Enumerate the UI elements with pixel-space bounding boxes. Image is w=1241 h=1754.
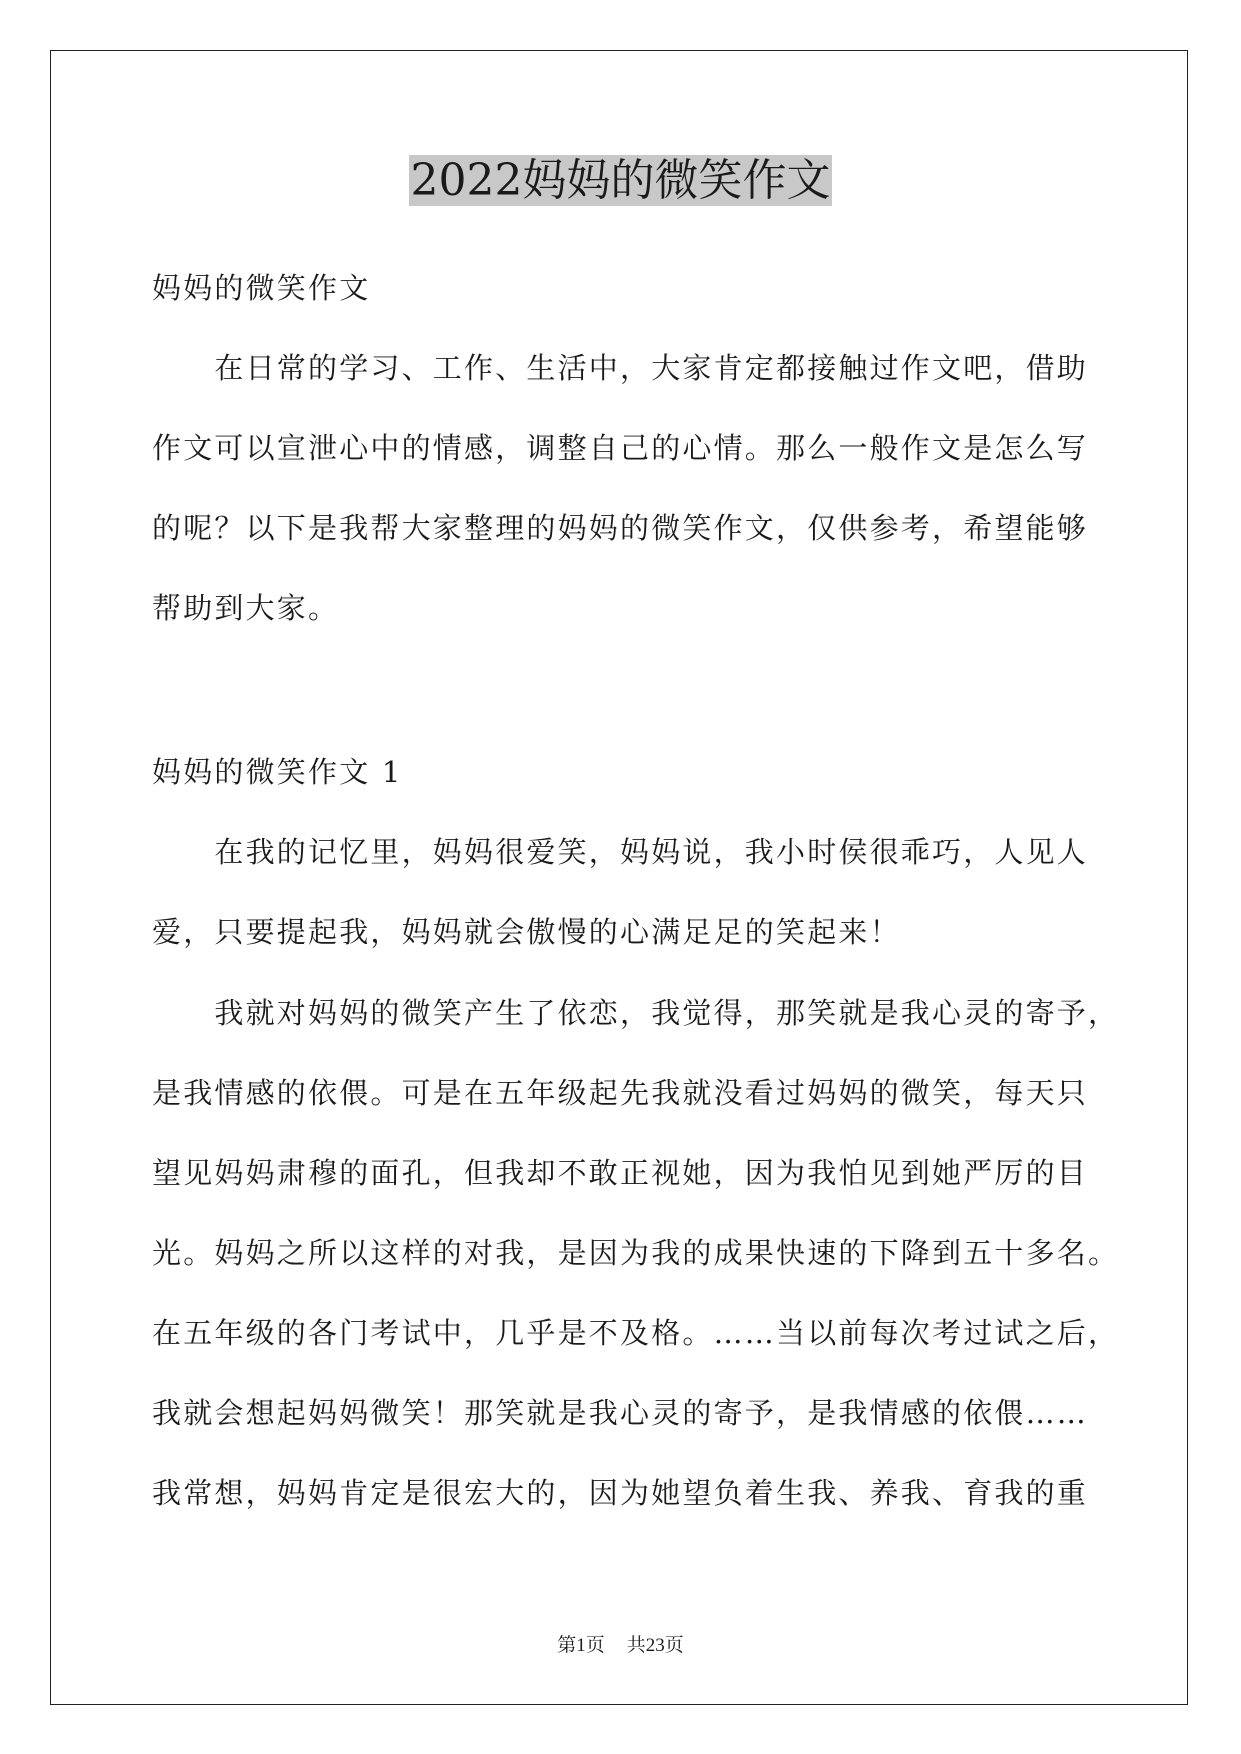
document-title <box>0 150 1241 212</box>
page-number: 1 <box>576 1635 586 1656</box>
paragraph-line: 在日常的学习、工作、生活中，大家肯定都接触过作文吧，借助 <box>152 351 1089 385</box>
paragraph-line: 的呢？以下是我帮大家整理的妈妈的微笑作文，仅供参考，希望能够 <box>152 511 1089 545</box>
section-heading: 妈妈的微笑作文 <box>152 271 371 305</box>
title-text: 2022妈妈的微笑作文 <box>410 155 831 206</box>
paragraph-line: 在五年级的各门考试中，几乎是不及格。……当以前每次考过试之后， <box>152 1316 1120 1350</box>
total-pages: 23 <box>645 1635 665 1656</box>
paragraph-line: 帮助到大家。 <box>152 591 340 625</box>
page-label: 第 <box>557 1635 577 1656</box>
paragraph-line: 光。妈妈之所以这样的对我，是因为我的成果快速的下降到五十多名。 <box>152 1236 1120 1270</box>
total-label: 共 <box>626 1635 646 1656</box>
paragraph-line: 是我情感的依偎。可是在五年级起先我就没看过妈妈的微笑，每天只 <box>152 1076 1089 1110</box>
paragraph-line: 爱，只要提起我，妈妈就会傲慢的心满足足的笑起来！ <box>152 915 901 949</box>
paragraph-line: 我常想，妈妈肯定是很宏大的，因为她望负着生我、养我、育我的重 <box>152 1476 1089 1510</box>
page-footer <box>0 1630 1241 1657</box>
paragraph-line: 望见妈妈肃穆的面孔，但我却不敢正视她，因为我怕见到她严厉的目 <box>152 1156 1089 1190</box>
paragraph-line: 我就会想起妈妈微笑！那笑就是我心灵的寄予，是我情感的依偎…… <box>152 1396 1089 1430</box>
page-suffix: 页 <box>585 1635 605 1656</box>
section-heading: 妈妈的微笑作文 1 <box>152 755 403 789</box>
paragraph-line: 作文可以宣泄心中的情感，调整自己的心情。那么一般作文是怎么写 <box>152 431 1089 465</box>
paragraph-line: 在我的记忆里，妈妈很爱笑，妈妈说，我小时侯很乖巧，人见人 <box>152 835 1089 869</box>
paragraph-line: 我就对妈妈的微笑产生了依恋，我觉得，那笑就是我心灵的寄予， <box>152 996 1120 1030</box>
total-suffix: 页 <box>664 1635 684 1656</box>
